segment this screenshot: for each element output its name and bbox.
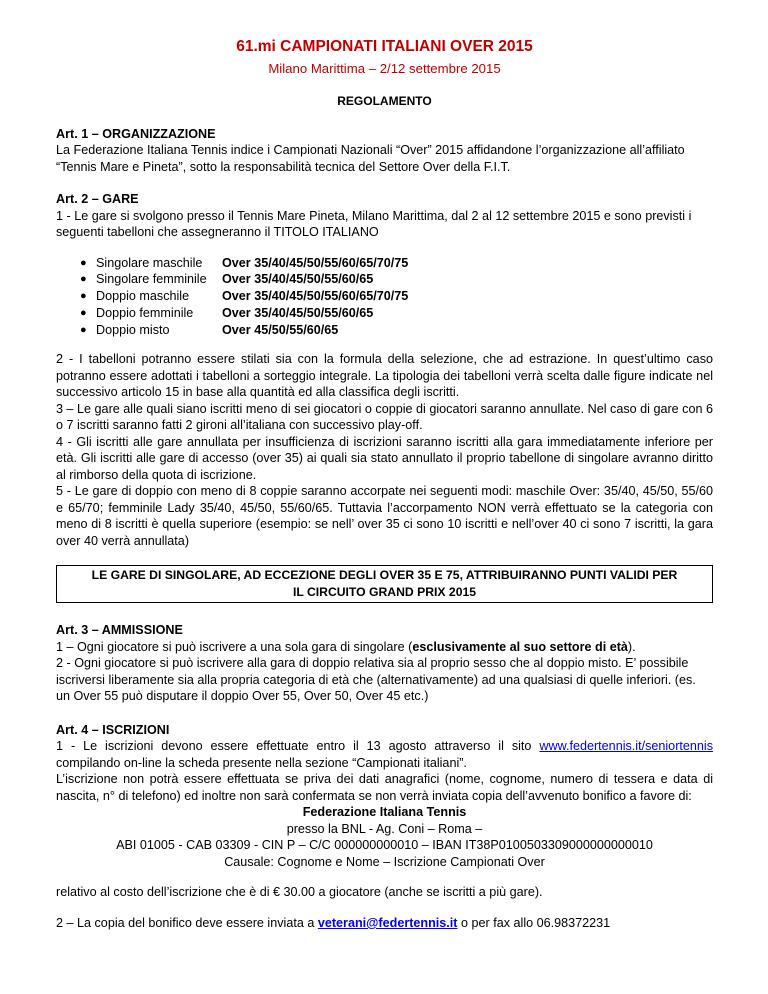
bank-recipient: Federazione Italiana Tennis (302, 805, 467, 820)
event-categories: Over 35/40/45/50/55/60/65/70/75 (222, 255, 409, 270)
list-item (80, 255, 713, 272)
art4-p2-end: o per fax allo 06.98372231 (457, 915, 611, 930)
event-categories: Over 35/40/45/50/55/60/65/70/75 (222, 289, 409, 304)
bullet-icon: ● (80, 306, 87, 319)
grand-prix-notice: LE GARE DI SINGOLARE, AD ECCEZIONE DEGLI OVER 35 E 75, ATTRIBUIRANNO PUNTI VALIDI PER IL CIRCUITO GRAND PRIX 2015 (56, 565, 713, 603)
art4-paragraph-2 (56, 915, 713, 932)
event-name: Singolare femminile (96, 272, 207, 287)
event-categories: Over 45/50/55/60/65 (222, 322, 339, 337)
events-list (56, 255, 713, 339)
bank-iban: ABI 01005 - CAB 03309 - CIN P – C/C 000000000010 – IBAN IT38P0100503309000000000010 (116, 838, 653, 853)
document-title: 61.mi CAMPIONATI ITALIANI OVER 2015 (236, 38, 533, 55)
art2-paragraph-2: 2 - I tabelloni potranno essere stilati sia con la formula della selezione, che ad estrazione. In quest’ultimo caso potranno essere adottati i tabelloni a sorteggio integrale. La tipologia dei tabelloni verrà scelta dalle figure indicate nel successivo articolo 15 in base alla quantità ed alla classifica degli iscritti. (56, 352, 713, 400)
art1-text: La Federazione Italiana Tennis indice i Campionati Nazionali “Over” 2015 affidandone l’organizzazione all’affiliato “Tennis Mare e Pineta”, sotto la responsabilità tecnica del Settore Over della F.I.T. (56, 143, 685, 174)
art3-paragraph-1 (56, 639, 713, 656)
art4-heading: Art. 4 – ISCRIZIONI (56, 722, 170, 737)
list-item (80, 305, 713, 322)
list-item (80, 288, 713, 305)
art3-heading: Art. 3 – AMMISSIONE (56, 623, 183, 638)
art4-p1-end: compilando on-line la scheda presente nella sezione “Campionati italiani”. (56, 755, 467, 770)
event-name: Doppio femminile (96, 305, 194, 320)
art4-p2-text: 2 – La copia del bonifico deve essere inviata a (56, 915, 318, 930)
bullet-icon: ● (80, 256, 87, 269)
event-name: Singolare maschile (96, 255, 203, 270)
bank-branch: presso la BNL - Ag. Coni – Roma – (286, 821, 483, 836)
art2-paragraph-3: 3 – Le gare alle quali siano iscritti meno di sei giocatori o coppie di giocatori saranno annullate. Nel caso di gare con 6 o 7 iscritti saranno fatti 2 gironi all’italiana con successivo play-off. (56, 401, 713, 433)
art4-paragraph-1 (56, 738, 713, 771)
event-categories: Over 35/40/45/50/55/60/65 (222, 272, 374, 287)
art3-p1-emphasis: esclusivamente al suo settore di età (412, 639, 628, 654)
art4-paragraph-1b: L’iscrizione non potrà essere effettuata se priva dei dati anagrafici (nome, cognome, numero di tessera e data di nascita, n° di telefono) ed inoltre non sarà confermata se non verrà inviata copia dell’avvenuto bonifico a favore di: (56, 772, 713, 803)
art3-p1-text: 1 – Ogni giocatore si può iscrivere a una sola gara di singolare ( (56, 639, 413, 654)
art2-heading: Art. 2 – GARE (56, 192, 139, 206)
bank-causale: Causale: Cognome e Nome – Iscrizione Campionati Over (224, 854, 545, 869)
fee-text: relativo al costo dell’iscrizione che è di € 30.00 a giocatore (anche se iscritti a più gare). (56, 885, 543, 900)
event-name: Doppio misto (96, 322, 170, 337)
seniortennis-link[interactable]: www.federtennis.it/seniortennis (539, 739, 713, 754)
document-subtitle: Milano Marittima – 2/12 settembre 2015 (268, 61, 501, 76)
veterani-email-link[interactable]: veterani@federtennis.it (317, 915, 458, 930)
list-item (80, 322, 713, 339)
bullet-icon: ● (80, 323, 87, 336)
art1-heading: Art. 1 – ORGANIZZAZIONE (56, 126, 216, 141)
art3-paragraph-2: 2 - Ogni giocatore si può iscrivere alla gara di doppio relativa sia al proprio sesso che al doppio misto. E’ possibile iscriversi liberamente sia alla propria categoria di età che (alternativamente) ad una qualsiasi di quelle inferiori. (es. un Over 55 può disputare il doppio Over 55, Over 50, Over 45 etc.) (56, 656, 696, 704)
event-name: Doppio maschile (96, 289, 190, 304)
art4-p1-text: 1 - Le iscrizioni devono essere effettuate entro il 13 agosto attraverso il sito (56, 739, 540, 754)
art3-p1-end: ). (627, 639, 636, 654)
bank-details (56, 804, 713, 870)
art2-intro: 1 - Le gare si svolgono presso il Tennis Mare Pineta, Milano Marittima, dal 2 al 12 settembre 2015 e sono previsti i seguenti tabelloni che assegneranno il TITOLO ITALIANO (56, 208, 692, 239)
bullet-icon: ● (80, 273, 87, 286)
art2-paragraph-4: 4 - Gli iscritti alle gare annullata per insufficienza di iscrizioni saranno iscritti alla gara immediatamente inferiore per età. Gli iscritti alle gare di accesso (over 35) ai quali sia stato annullato il proprio tabellone di singolare avranno diritto al rimborso della quota di iscrizione. (56, 434, 713, 482)
event-categories: Over 35/40/45/50/55/60/65 (222, 305, 374, 320)
regolamento-heading: REGOLAMENTO (337, 94, 432, 108)
bullet-icon: ● (80, 290, 87, 303)
list-item (80, 271, 713, 288)
art2-paragraph-5: 5 - Le gare di doppio con meno di 8 coppie saranno accorpate nei seguenti modi: maschile Over: 35/40, 45/50, 55/60 e 65/70; femminile Lady 35/40, 45/50, 55/60/65. Tuttavia l’accorpamento NON verrà effettuato se la categoria con meno di 8 iscritti è quella superiore (esempio: se nell’ over 35 ci sono 10 iscritti e nell’over 40 ci sono 7 iscritti, la gara over 40 verrà annullata) (56, 484, 713, 548)
